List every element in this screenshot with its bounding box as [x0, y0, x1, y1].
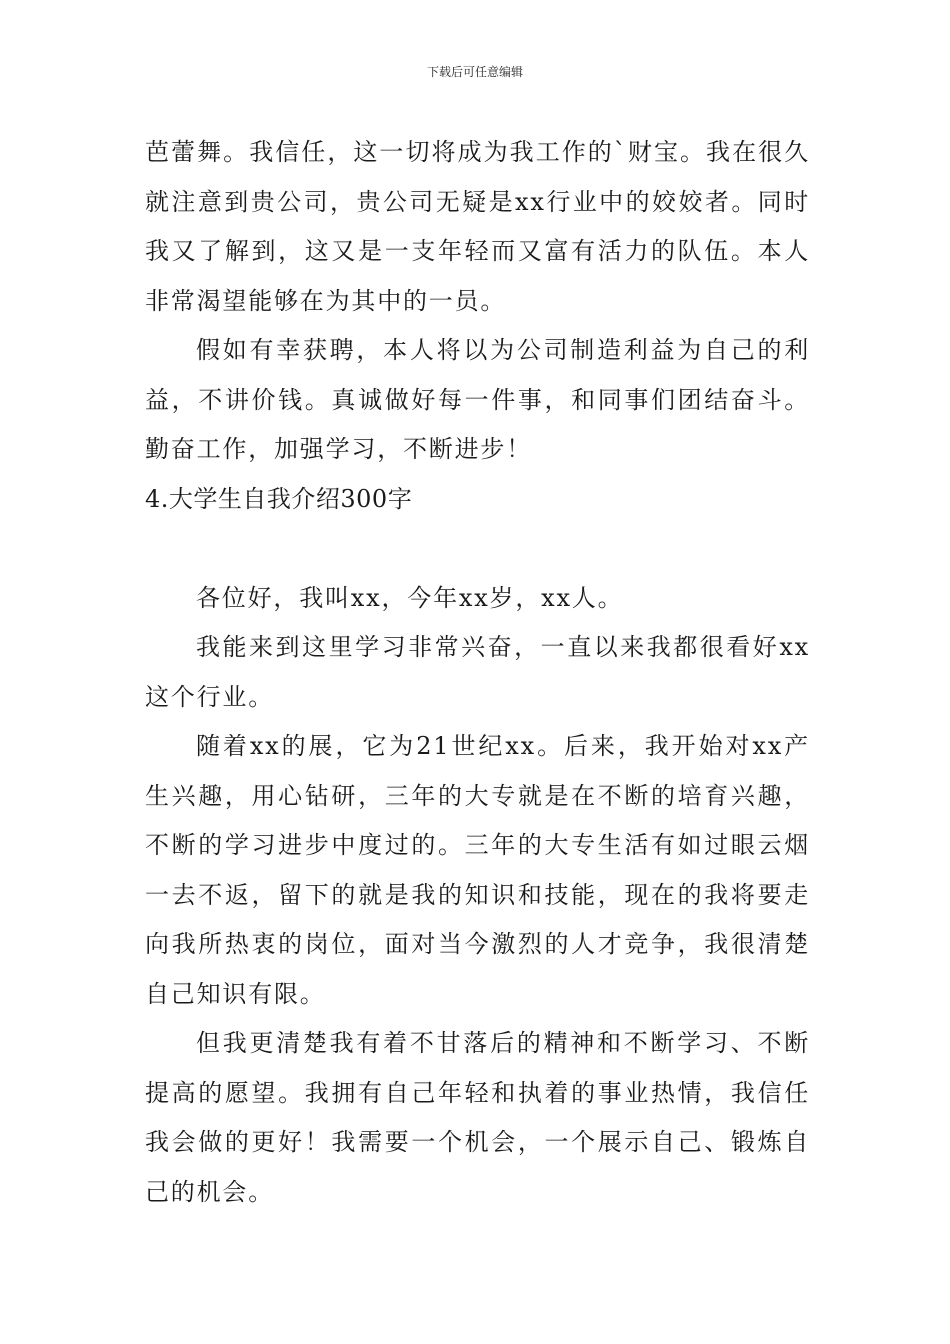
paragraph-motivation: 我能来到这里学习非常兴奋，一直以来我都很看好xx这个行业。 [145, 633, 810, 711]
blank-line [145, 524, 810, 574]
paragraph-aspiration: 但我更清楚我有着不甘落后的精神和不断学习、不断提高的愿望。我拥有自己年轻和执着的事业热情，我信任我会做的更好！我需要一个机会，一个展示自己、锻炼自己的机会。 [145, 1029, 810, 1206]
paragraph-greeting: 各位好，我叫xx，今年xx岁，xx人。 [196, 583, 624, 612]
section-heading: 4.大学生自我介绍300字 [145, 484, 413, 513]
paragraph-continued: 芭蕾舞。我信任，这一切将成为我工作的`财宝。我在很久就注意到贵公司，贵公司无疑是xx行业中的姣姣者。同时我又了解到，这又是一支年轻而又富有活力的队伍。本人非常渴望能够在为其中的一员。 [145, 138, 810, 315]
document-body [145, 128, 810, 1217]
paragraph-background: 随着xx的展，它为21世纪xx。后来，我开始对xx产生兴趣，用心钻研，三年的大专就是在不断的培育兴趣，不断的学习进步中度过的。三年的大专生活有如过眼云烟一去不返，留下的就是我的知识和技能，现在的我将要走向我所热衷的岗位，面对当今激烈的人才竞争，我很清楚自己知识有限。 [145, 732, 810, 1008]
page-header-note: 下载后可任意编辑 [426, 65, 523, 79]
paragraph-hiring-wish: 假如有幸获聘，本人将以为公司制造利益为自己的利益，不讲价钱。真诚做好每一件事，和同事们团结奋斗。勤奋工作，加强学习，不断进步！ [145, 336, 810, 463]
